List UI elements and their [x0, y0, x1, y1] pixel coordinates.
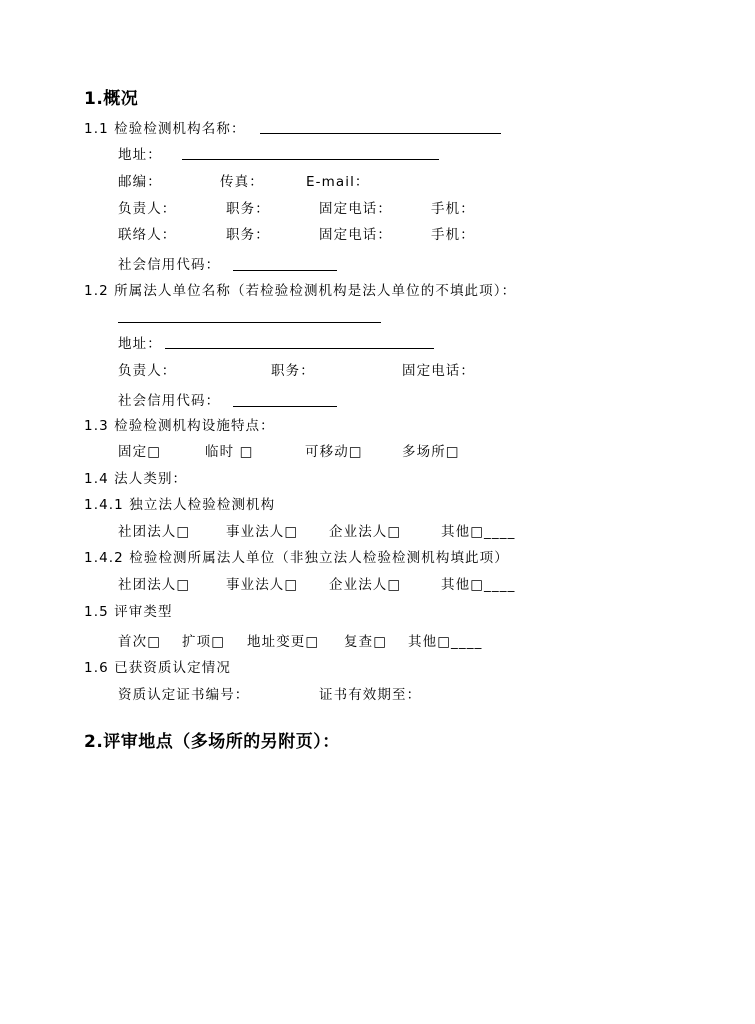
- facility-mobile-checkbox[interactable]: 可移动□: [305, 444, 363, 460]
- person-in-charge-label: 负责人：: [118, 201, 177, 217]
- address-field[interactable]: [182, 159, 439, 160]
- section-2-heading: 2.评审地点（多场所的另附页）：: [84, 732, 340, 752]
- section-1-heading: 1.概况: [84, 89, 139, 109]
- contact-landline-label: 固定电话：: [319, 227, 392, 243]
- email-label: E-mail：: [306, 174, 370, 190]
- affiliated-public-inst-checkbox[interactable]: 事业法人□: [226, 577, 299, 593]
- contact-mobile-label: 手机：: [431, 227, 475, 243]
- independent-other-checkbox[interactable]: 其他□____: [441, 524, 516, 540]
- independent-social-org-checkbox[interactable]: 社团法人□: [118, 524, 191, 540]
- item-1-5-label: 1.5 评审类型: [84, 604, 173, 620]
- item-1-4-label: 1.4 法人类别：: [84, 471, 188, 487]
- parent-person-in-charge-label: 负责人：: [118, 363, 177, 379]
- item-1-4-1-label: 1.4.1 独立法人检验检测机构: [84, 497, 276, 513]
- facility-multi-site-checkbox[interactable]: 多场所□: [402, 444, 460, 460]
- item-1-1-label: 1.1 检验检测机构名称：: [84, 121, 246, 137]
- item-1-2-label: 1.2 所属法人单位名称（若检验检测机构是法人单位的不填此项）：: [84, 283, 517, 299]
- review-recheck-checkbox[interactable]: 复查□: [344, 634, 388, 650]
- review-address-change-checkbox[interactable]: 地址变更□: [247, 634, 320, 650]
- affiliated-other-checkbox[interactable]: 其他□____: [441, 577, 516, 593]
- cert-valid-until-label: 证书有效期至：: [319, 687, 422, 703]
- parent-address-field[interactable]: [165, 348, 434, 349]
- parent-address-label: 地址：: [118, 336, 162, 352]
- item-1-4-2-label: 1.4.2 检验检测所属法人单位（非独立法人检验检测机构填此项）: [84, 550, 509, 566]
- facility-temporary-checkbox[interactable]: 临时 □: [205, 444, 254, 460]
- address-label: 地址：: [118, 147, 162, 163]
- contact-label: 联络人：: [118, 227, 177, 243]
- mobile-label: 手机：: [431, 201, 475, 217]
- cert-number-label: 资质认定证书编号：: [118, 687, 250, 703]
- fax-label: 传真：: [220, 174, 264, 190]
- facility-fixed-checkbox[interactable]: 固定□: [118, 444, 162, 460]
- review-scope-extension-checkbox[interactable]: 扩项□: [182, 634, 226, 650]
- independent-public-inst-checkbox[interactable]: 事业法人□: [226, 524, 299, 540]
- item-1-6-label: 1.6 已获资质认定情况: [84, 660, 231, 676]
- parent-credit-code-field[interactable]: [233, 406, 337, 407]
- position-label: 职务：: [226, 201, 270, 217]
- org-name-field[interactable]: [260, 133, 501, 134]
- credit-code-field[interactable]: [233, 270, 337, 271]
- landline-label: 固定电话：: [319, 201, 392, 217]
- parent-landline-label: 固定电话：: [402, 363, 475, 379]
- review-other-checkbox[interactable]: 其他□____: [408, 634, 483, 650]
- parent-org-name-field[interactable]: [118, 322, 381, 323]
- parent-position-label: 职务：: [271, 363, 315, 379]
- review-initial-checkbox[interactable]: 首次□: [118, 634, 162, 650]
- parent-credit-code-label: 社会信用代码：: [118, 393, 221, 409]
- contact-position-label: 职务：: [226, 227, 270, 243]
- independent-enterprise-checkbox[interactable]: 企业法人□: [329, 524, 402, 540]
- item-1-3-label: 1.3 检验检测机构设施特点：: [84, 418, 275, 434]
- credit-code-label: 社会信用代码：: [118, 257, 221, 273]
- postcode-label: 邮编：: [118, 174, 162, 190]
- affiliated-enterprise-checkbox[interactable]: 企业法人□: [329, 577, 402, 593]
- affiliated-social-org-checkbox[interactable]: 社团法人□: [118, 577, 191, 593]
